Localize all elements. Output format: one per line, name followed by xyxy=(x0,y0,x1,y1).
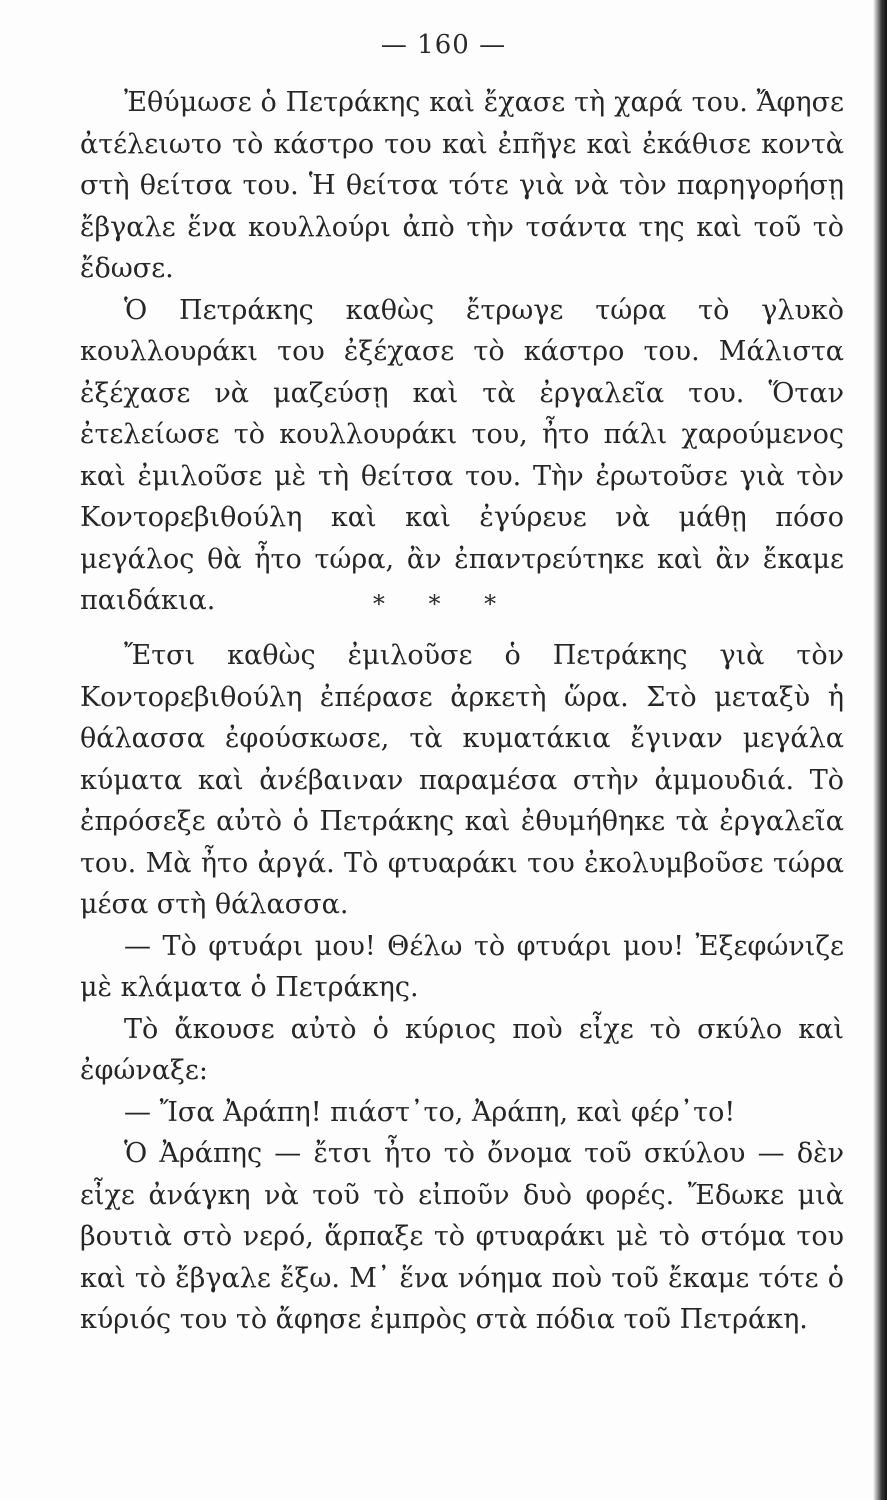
paragraph: Τὸ ἄκουσε αὐτὸ ὁ κύριος ποὺ εἶχε τὸ σκύλο καὶ ἐφώναξε: xyxy=(80,1013,844,1086)
paragraph: Ὁ Ἀράπης — ἔτσι ἦτο τὸ ὄνομα τοῦ σκύλου — δὲν εἶχε ἀνάγκη νὰ τοῦ τὸ εἰποῦν δυὸ φορές. Ἔδωκε μιὰ βουτιὰ στὸ νερό, ἅρπαξε τὸ φτυαράκι μὲ τὸ στόμα του καὶ τὸ ἔβγαλε ἔξω. Μ᾽ ἕνα νόημα ποὺ τοῦ ἔκαμε τότε ὁ κύριός του τὸ ἄφησε ἐμπρὸς στὰ πόδια τοῦ Πετράκη. xyxy=(80,1138,844,1335)
paragraph: Ἐθύμωσε ὁ Πετράκης καὶ ἔχασε τὴ χαρά του. Ἄφησε ἀτέλειωτο τὸ κάστρο του καὶ ἐπῆγε καὶ ἐκάθισε κοντὰ στὴ θείτσα του. Ἡ θείτσα τότε γιὰ νὰ τὸν παρηγορήσῃ ἔβγαλε ἕνα κουλλούρι ἀπὸ τὴν τσάντα της καὶ τοῦ τὸ ἔδωσε. xyxy=(80,87,844,284)
page-number: — 160 — xyxy=(380,30,507,60)
paragraph: — Ἴσα Ἀράπη! πιάστ᾽το, Ἀράπη, καὶ φέρ᾽το! xyxy=(124,1096,736,1128)
section-separator: * * * xyxy=(372,590,515,618)
paragraph: Ἔτσι καθὼς ἐμιλοῦσε ὁ Πετράκης γιὰ τὸν Κοντορεβιθούλη ἐπέρασε ἀρκετὴ ὥρα. Στὸ μεταξὺ ἡ θάλασσα ἐφούσκωσε, τὰ κυματάκια ἔγιναν μεγάλα κύματα καὶ ἀνέβαιναν παραμέσα στὴν ἀμμουδιά. Τὸ ἐπρόσεξε αὐτὸ ὁ Πετράκης καὶ ἐθυμήθηκε τὰ ἐργαλεῖα του. Μὰ ἦτο ἀργά. Τὸ φτυαράκι του ἐκολυμβοῦσε τώρα μέσα στὴ θάλασσα. xyxy=(80,640,844,920)
text-section-1 xyxy=(80,82,844,622)
text-section-2 xyxy=(80,635,844,1341)
paragraph: — Τὸ φτυάρι μου! Θέλω τὸ φτυάρι μου! Ἐξεφώνιζε μὲ κλάματα ὁ Πετράκης. xyxy=(80,930,844,1003)
paragraph: Ὁ Πετράκης καθὼς ἔτρωγε τώρα τὸ γλυκὸ κουλλουράκι του ἐξέχασε τὸ κάστρο του. Μάλιστα ἐξέχασε νὰ μαζεύσῃ καὶ τὰ ἐργαλεῖα του. Ὅταν ἐτελείωσε τὸ κουλλουράκι του, ἦτο πάλι χαρούμενος καὶ ἐμιλοῦσε μὲ τὴ θείτσα του. Τὴν ἐρωτοῦσε γιὰ τὸν Κοντορεβιθούλη καὶ καὶ ἐγύρευε νὰ μάθῃ πόσο μεγάλος θὰ ἦτο τώρα, ἂν ἐπαντρεύτηκε καὶ ἂν ἔκαμε παιδάκια. xyxy=(80,294,844,616)
page-edge-shadow xyxy=(873,0,887,1500)
